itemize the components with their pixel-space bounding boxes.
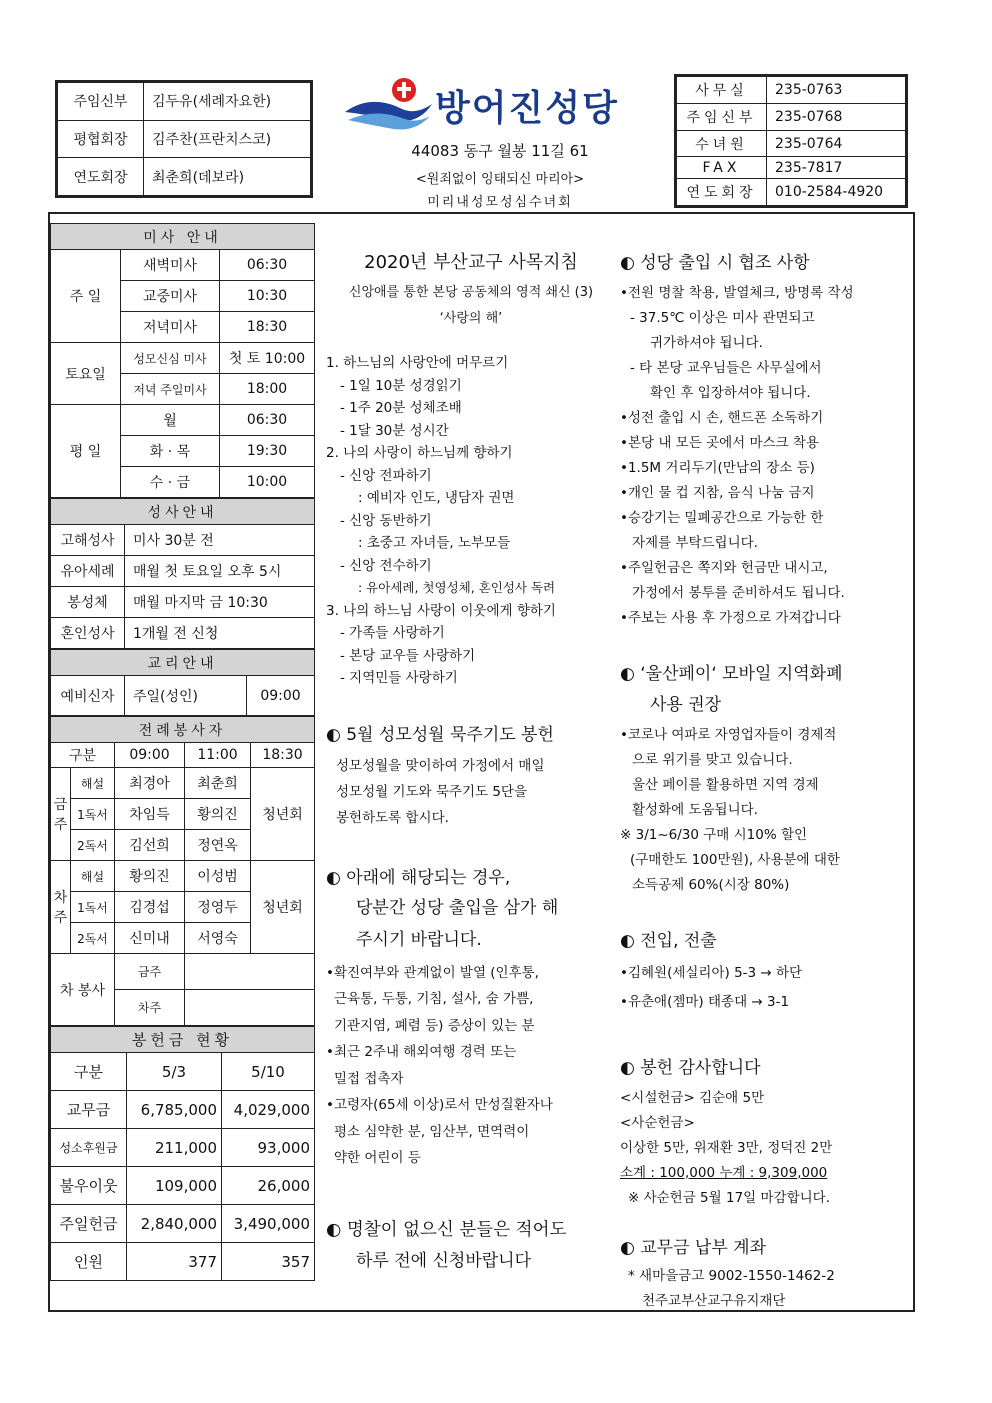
amount: 377 bbox=[127, 1243, 222, 1281]
ulsan-pay-heading-2: 사용 권장 bbox=[650, 695, 722, 715]
cell-label: 유아세례 bbox=[51, 556, 125, 587]
row-label: 주일헌금 bbox=[51, 1205, 127, 1243]
doctrine-table bbox=[50, 649, 315, 716]
list-item: 자제를 부탁드립니다. bbox=[632, 535, 758, 551]
list-item: - 1일 10분 성경읽기 bbox=[340, 377, 462, 394]
ulsan-pay-heading: ◐ ‘울산페이‘ 모바일 지역화폐 bbox=[620, 664, 843, 684]
church-name: 방어진성당 bbox=[435, 88, 619, 129]
server-name: 최춘희 bbox=[185, 768, 251, 799]
mass-name: 새벽미사 bbox=[121, 250, 220, 281]
mass-name: 교중미사 bbox=[121, 281, 220, 312]
role-label: 1독서 bbox=[71, 799, 115, 830]
text-line: 봉헌하도록 합시다. bbox=[336, 809, 449, 826]
church-address: 44083 동구 월봉 11길 61 bbox=[411, 142, 589, 160]
section-heading: 미사 안내 bbox=[51, 224, 315, 250]
column-header: 구분 bbox=[51, 743, 115, 768]
restriction-notice bbox=[326, 892, 616, 956]
account-heading: ◐ 교무금 납부 계좌 bbox=[620, 1238, 766, 1258]
name-tag-text: 하루 전에 신청바랍니다 bbox=[356, 1250, 532, 1271]
list-item: 평소 심약한 분, 임산부, 면역력이 bbox=[334, 1123, 530, 1140]
list-item: •확진여부와 관계없이 발열 (인후통, bbox=[326, 964, 539, 981]
cell-value: 1개월 전 신청 bbox=[125, 618, 315, 649]
amount: 93,000 bbox=[222, 1129, 315, 1167]
server-name: 차임득 bbox=[115, 799, 185, 830]
pastoral-theme: ‘사랑의 해’ bbox=[439, 311, 503, 326]
list-item: (구매한도 100만원), 사용분에 대한 bbox=[630, 852, 840, 868]
pastoral-list bbox=[326, 352, 616, 690]
row-group-label: 주 일 bbox=[51, 250, 121, 343]
list-item: - 가족들 사랑하기 bbox=[340, 625, 445, 641]
row-group-label: 토요일 bbox=[51, 343, 121, 405]
cell-label: FAX bbox=[677, 157, 767, 179]
car-service-label: 차 봉사 bbox=[51, 954, 115, 1026]
mass-time: 첫 토 10:00 bbox=[220, 343, 315, 374]
server-name: 황의진 bbox=[115, 861, 185, 892]
mass-name: 성모신심 미사 bbox=[121, 343, 220, 374]
liturgy-servers-table bbox=[50, 716, 315, 1026]
text-line: 주시기 바랍니다. bbox=[356, 929, 482, 950]
mass-name: 월 bbox=[121, 405, 220, 436]
server-name: 정영두 bbox=[185, 892, 251, 923]
list-item: <사순헌금> bbox=[620, 1115, 695, 1131]
cell-value: 235-0768 bbox=[767, 103, 906, 130]
list-item: •주보는 사용 후 가정으로 가져갑니다 bbox=[620, 610, 841, 626]
thanks-sum: 소계 : 100,000 누계 : 9,309,000 bbox=[620, 1165, 828, 1181]
server-name: 청년회 bbox=[251, 861, 315, 954]
amount: 26,000 bbox=[222, 1167, 315, 1205]
car-service-value bbox=[185, 954, 315, 990]
left-column bbox=[50, 223, 315, 1281]
thanks-list bbox=[620, 1086, 910, 1211]
cell-value: 매월 첫 토요일 오후 5시 bbox=[125, 556, 315, 587]
column-header: 11:00 bbox=[185, 743, 251, 768]
cell-label: 평협회장 bbox=[58, 120, 144, 158]
cell-value: 최춘희(데보라) bbox=[144, 158, 311, 196]
server-name: 김선희 bbox=[115, 830, 185, 861]
role-label: 해설 bbox=[71, 768, 115, 799]
server-name: 신미내 bbox=[115, 923, 185, 954]
role-label: 1독서 bbox=[71, 892, 115, 923]
role-label: 2독서 bbox=[71, 923, 115, 954]
cell-time: 09:00 bbox=[247, 676, 315, 716]
header-left-table bbox=[55, 80, 313, 198]
list-item: - 1달 30분 성시간 bbox=[340, 422, 449, 439]
text-line: 성모성월을 맞이하여 가정에서 매일 bbox=[336, 757, 545, 774]
list-item: •김혜원(세실리아) 5-3 → 하단 bbox=[620, 965, 803, 981]
transfer-list bbox=[620, 959, 910, 1017]
restriction-heading: ◐ 아래에 해당되는 경우, bbox=[326, 867, 511, 888]
may-rosary-heading: ◐ 5월 성모성월 묵주기도 봉헌 bbox=[326, 724, 554, 745]
church-emblem-icon bbox=[340, 74, 435, 134]
server-name: 황의진 bbox=[185, 799, 251, 830]
list-item: •전원 명찰 착용, 발열체크, 방명록 작성 bbox=[620, 285, 854, 301]
list-item: 소득공제 60%(시장 80%) bbox=[632, 877, 790, 893]
row-label: 교무금 bbox=[51, 1091, 127, 1129]
mass-name: 저녁미사 bbox=[121, 312, 220, 343]
list-item: •고령자(65세 이상)로서 만성질환자나 bbox=[326, 1097, 553, 1113]
car-service-value bbox=[185, 990, 315, 1026]
pastoral-subtitle: 신앙애를 통한 본당 공동체의 영적 쇄신 (3) bbox=[348, 285, 594, 300]
list-item: •1.5M 거리두기(만남의 장소 등) bbox=[620, 460, 815, 476]
list-item: •주일헌금은 쪽지와 헌금만 내시고, bbox=[620, 560, 828, 576]
list-item: ※ 3/1~6/30 구매 시10% 할인 bbox=[620, 827, 808, 843]
cell-label: 주임신부 bbox=[58, 83, 144, 121]
list-item: <시설헌금> 김순애 5만 bbox=[620, 1090, 765, 1106]
mass-time: 06:30 bbox=[220, 405, 315, 436]
amount: 109,000 bbox=[127, 1167, 222, 1205]
cooperation-heading: ◐ 성당 출입 시 협조 사항 bbox=[620, 253, 810, 273]
cell-value: 주일(성인) bbox=[125, 676, 247, 716]
list-item: 으로 위기를 맞고 있습니다. bbox=[632, 752, 793, 768]
list-item: •유춘애(젬마) 태종대 → 3-1 bbox=[620, 994, 790, 1010]
mass-time: 18:30 bbox=[220, 312, 315, 343]
convent-name: 미리내성모성심수녀회 bbox=[427, 195, 573, 210]
amount: 211,000 bbox=[127, 1129, 222, 1167]
week-label: 금주 bbox=[115, 954, 185, 990]
mass-name: 저녁 주일미사 bbox=[121, 374, 220, 405]
mass-time: 06:30 bbox=[220, 250, 315, 281]
server-name: 최경아 bbox=[115, 768, 185, 799]
cell-value: 235-7817 bbox=[767, 157, 906, 179]
column-header: 구분 bbox=[51, 1053, 127, 1091]
section-heading: 전례봉사자 bbox=[51, 717, 315, 743]
list-item: : 초중고 자녀들, 노부모들 bbox=[358, 535, 511, 551]
sacrament-table bbox=[50, 498, 315, 649]
account-info bbox=[620, 1264, 910, 1314]
cell-label: 봉성체 bbox=[51, 587, 125, 618]
row-label: 불우이웃 bbox=[51, 1167, 127, 1205]
right-column bbox=[620, 248, 910, 1314]
server-name: 정연옥 bbox=[185, 830, 251, 861]
amount: 3,490,000 bbox=[222, 1205, 315, 1243]
may-rosary-text bbox=[326, 753, 616, 831]
cell-label: 고해성사 bbox=[51, 525, 125, 556]
list-item: - 본당 교우들 사랑하기 bbox=[340, 647, 476, 664]
bank-account: * 새마을금고 9002-1550-1462-2 bbox=[628, 1268, 835, 1284]
list-item: 근육통, 두통, 기침, 설사, 숨 가쁨, bbox=[334, 991, 534, 1007]
restriction-list bbox=[326, 960, 616, 1172]
cell-value: 매월 마지막 금 10:30 bbox=[125, 587, 315, 618]
text-line: 성모성월 기도와 묵주기도 5단을 bbox=[336, 783, 527, 800]
account-holder: 천주교부산교구유지재단 bbox=[642, 1293, 786, 1309]
mass-time: 19:30 bbox=[220, 436, 315, 467]
column-header: 18:30 bbox=[251, 743, 315, 768]
list-item: 활성화에 도움됩니다. bbox=[632, 802, 758, 818]
week-label: 차주 bbox=[51, 861, 71, 954]
cell-label: 사무실 bbox=[677, 77, 767, 104]
list-item: 기관지염, 폐렴 등) 증상이 있는 분 bbox=[334, 1017, 535, 1034]
list-item: •성전 출입 시 손, 핸드폰 소독하기 bbox=[620, 410, 824, 426]
cell-value: 235-0763 bbox=[767, 77, 906, 104]
list-item: - 37.5℃ 이상은 미사 관면되고 bbox=[630, 310, 815, 326]
cell-label: 연도회장 bbox=[677, 179, 767, 206]
column-header: 5/3 bbox=[127, 1053, 222, 1091]
list-item: - 1주 20분 성체조배 bbox=[340, 400, 462, 416]
offering-table bbox=[50, 1026, 315, 1281]
text-line: 당분간 성당 출입을 삼가 해 bbox=[356, 897, 559, 918]
list-item: •본당 내 모든 곳에서 마스크 착용 bbox=[620, 435, 819, 451]
list-item: - 신앙 전파하기 bbox=[340, 467, 432, 484]
cell-label: 연도회장 bbox=[58, 158, 144, 196]
server-name: 김경섭 bbox=[115, 892, 185, 923]
list-item: 귀가하셔야 됩니다. bbox=[650, 335, 763, 351]
role-label: 해설 bbox=[71, 861, 115, 892]
section-heading: 봉헌금 현황 bbox=[51, 1027, 315, 1053]
cell-value: 010-2584-4920 bbox=[767, 179, 906, 206]
mass-table bbox=[50, 223, 315, 498]
list-item: : 예비자 인도, 냉담자 권면 bbox=[358, 490, 515, 506]
list-item: •승강기는 밀폐공간으로 가능한 한 bbox=[620, 510, 824, 526]
church-logo bbox=[340, 74, 660, 134]
server-name: 서영숙 bbox=[185, 923, 251, 954]
list-item: 1. 하느님의 사랑안에 머무르기 bbox=[326, 355, 509, 371]
mass-time: 10:30 bbox=[220, 281, 315, 312]
mass-time: 10:00 bbox=[220, 467, 315, 498]
cell-label: 주임신부 bbox=[677, 103, 767, 130]
pastoral-title: 2020년 부산교구 사목지침 bbox=[364, 252, 578, 273]
mass-name: 화 · 목 bbox=[121, 436, 220, 467]
cell-label: 수녀원 bbox=[677, 130, 767, 157]
cell-value: 김주찬(프란치스코) bbox=[144, 120, 311, 158]
list-item: : 유아세례, 첫영성체, 혼인성사 독려 bbox=[358, 580, 556, 595]
list-item: 이상한 5만, 위재환 3만, 정덕진 2만 bbox=[620, 1140, 833, 1156]
section-heading: 교리안내 bbox=[51, 650, 315, 676]
thanks-heading: ◐ 봉헌 감사합니다 bbox=[620, 1058, 761, 1078]
amount: 357 bbox=[222, 1243, 315, 1281]
list-item: 확인 후 입장하셔야 됩니다. bbox=[650, 385, 811, 401]
name-tag-heading: ◐ 명찰이 없으신 분들은 적어도 bbox=[326, 1219, 567, 1240]
column-header: 09:00 bbox=[115, 743, 185, 768]
list-item: •개인 물 컵 지참, 음식 나눔 금지 bbox=[620, 485, 815, 501]
week-label: 차주 bbox=[115, 990, 185, 1026]
list-item: - 신앙 전수하기 bbox=[340, 557, 432, 574]
list-item: •코로나 여파로 자영업자들이 경제적 bbox=[620, 727, 837, 743]
section-heading: 성사안내 bbox=[51, 499, 315, 525]
server-name: 청년회 bbox=[251, 768, 315, 861]
role-label: 2독서 bbox=[71, 830, 115, 861]
amount: 6,785,000 bbox=[127, 1091, 222, 1129]
row-label: 인원 bbox=[51, 1243, 127, 1281]
cell-value: 미사 30분 전 bbox=[125, 525, 315, 556]
ulsan-pay-list bbox=[620, 723, 910, 898]
list-item: - 지역민들 사랑하기 bbox=[340, 670, 458, 686]
cell-value: 235-0764 bbox=[767, 130, 906, 157]
cooperation-list bbox=[620, 281, 910, 631]
list-item: 밀접 접촉자 bbox=[334, 1070, 404, 1087]
server-name: 이성범 bbox=[185, 861, 251, 892]
week-label: 금주 bbox=[51, 768, 71, 861]
cell-label: 예비신자 bbox=[51, 676, 125, 716]
middle-column bbox=[326, 248, 616, 1277]
cell-value: 김두유(세례자요한) bbox=[144, 83, 311, 121]
list-item: 2. 나의 사랑이 하느님께 향하기 bbox=[326, 445, 513, 461]
list-item: 울산 페이를 활용하면 지역 경제 bbox=[632, 777, 819, 793]
cell-label: 혼인성사 bbox=[51, 618, 125, 649]
list-item: 3. 나의 하느님 사랑이 이웃에게 향하기 bbox=[326, 602, 556, 619]
church-motto: <원죄없이 잉태되신 마리아> bbox=[415, 172, 585, 187]
list-item: - 타 본당 교우님들은 사무실에서 bbox=[630, 360, 822, 376]
header-contacts-table bbox=[674, 74, 908, 208]
mass-name: 수 · 금 bbox=[121, 467, 220, 498]
list-item: 약한 어린이 등 bbox=[334, 1150, 421, 1166]
amount: 4,029,000 bbox=[222, 1091, 315, 1129]
mass-time: 18:00 bbox=[220, 374, 315, 405]
list-item: - 신앙 동반하기 bbox=[340, 512, 432, 529]
list-item: 가정에서 봉투를 준비하셔도 됩니다. bbox=[632, 585, 845, 601]
row-group-label: 평 일 bbox=[51, 405, 121, 498]
column-header: 5/10 bbox=[222, 1053, 315, 1091]
transfer-heading: ◐ 전입, 전출 bbox=[620, 931, 717, 951]
list-item: •최근 2주내 해외여행 경력 또는 bbox=[326, 1044, 517, 1060]
row-label: 성소후원금 bbox=[51, 1129, 127, 1167]
amount: 2,840,000 bbox=[127, 1205, 222, 1243]
thanks-note: ※ 사순헌금 5월 17일 마감합니다. bbox=[628, 1190, 830, 1206]
